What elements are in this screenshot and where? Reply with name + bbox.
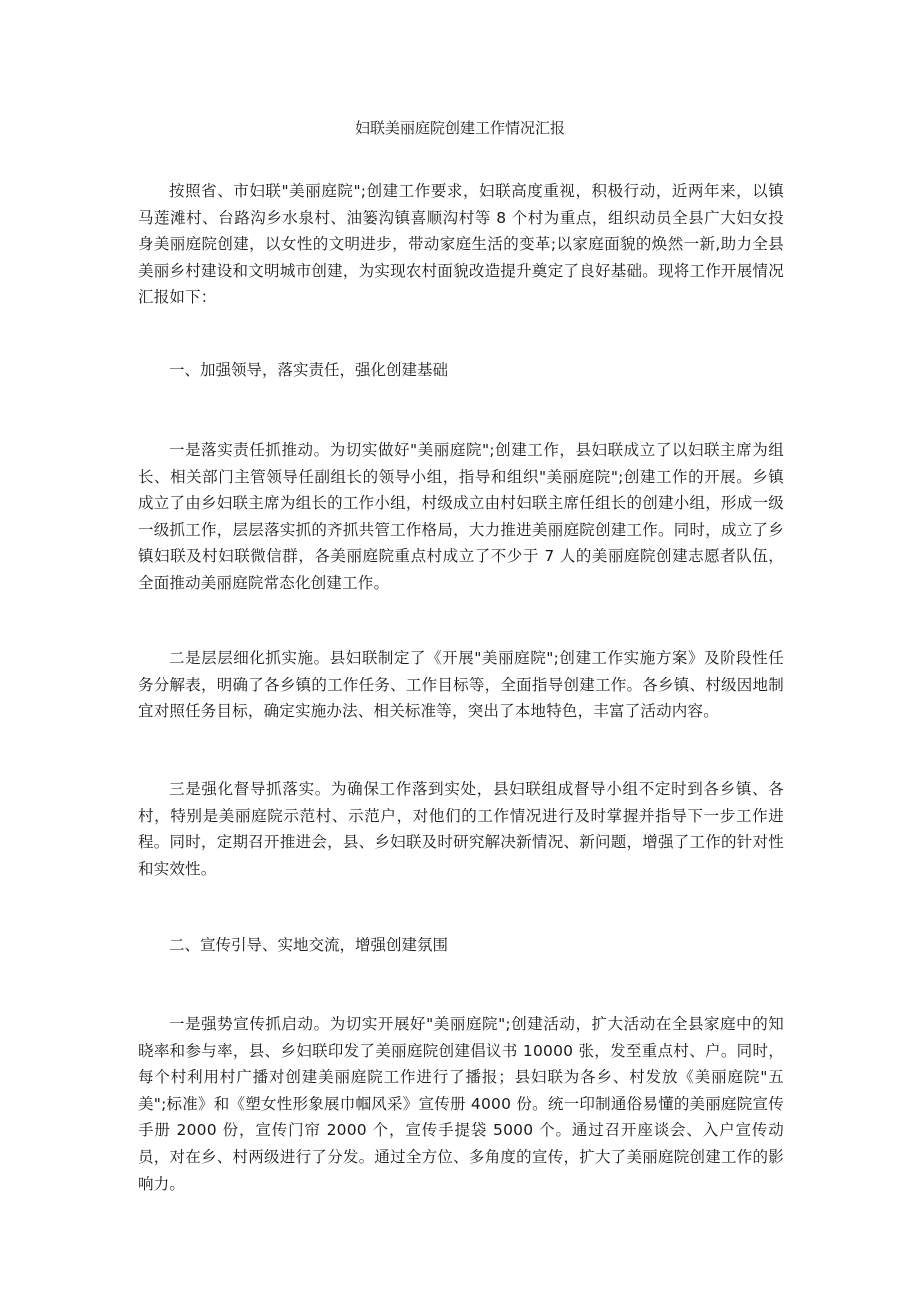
section-1-paragraph-3: 三是强化督导抓落实。为确保工作落到实处，县妇联组成督导小组不定时到各乡镇、各村，特别是美丽庭院示范村、示范户，对他们的工作情况进行及时掌握并指导下一步工作进程。同时，定期召开推进会，县、乡妇联及时研究解决新情况、新问题，增强了工作的针对性和实效性。	[138, 780, 784, 878]
document-title: 妇联美丽庭院创建工作情况汇报	[354, 119, 565, 137]
section-1-paragraph-1: 一是落实责任抓推动。为切实做好"美丽庭院";创建工作，县妇联成立了以妇联主席为组长、相关部门主管领导任副组长的领导小组，指导和组织"美丽庭院";创建工作的开展。乡镇成立了由乡妇联主席为组长的工作小组，村级成立由村妇联主席任组长的创建小组，形成一级一级抓工作，层层落实抓的齐抓共管工作格局，大力推进美丽庭院创建工作。同时，成立了乡镇妇联及村妇联微信群，各美丽庭院重点村成立了不少于 7 人的美丽庭院创建志愿者队伍，全面推动美丽庭院常态化创建工作。	[138, 441, 784, 592]
section-1-heading: 一、加强领导，落实责任，强化创建基础	[169, 361, 449, 379]
intro-paragraph: 按照省、市妇联"美丽庭院";创建工作要求，妇联高度重视，积极行动，近两年来，以镇马莲滩村、台路沟乡水泉村、油篓沟镇喜顺沟村等 8 个村为重点，组织动员全县广大妇女投身美丽庭院创建，以女性的文明进步，带动家庭生活的变革;以家庭面貌的焕然一新,助力全县美丽乡村建设和文明城市创建，为实现农村面貌改造提升奠定了良好基础。现将工作开展情况汇报如下：	[138, 182, 784, 307]
section-2-paragraph-1: 一是强势宣传抓启动。为切实开展好"美丽庭院";创建活动，扩大活动在全县家庭中的知晓率和参与率，县、乡妇联印发了美丽庭院创建倡议书 10000 张，发至重点村、户。同时，每个村利用村广播对创建美丽庭院工作进行了播报；县妇联为各乡、村发放《美丽庭院"五美";标准》和《塑女性形象展巾帼风采》宣传册 4000 份。统一印制通俗易懂的美丽庭院宣传手册 2000 份，宣传门帘 2000 个，宣传手提袋 5000 个。通过召开座谈会、入户宣传动员，对在乡、村两级进行了分发。通过全方位、多角度的宣传，扩大了美丽庭院创建工作的影响力。	[138, 1015, 784, 1193]
section-2-heading: 二、宣传引导、实地交流，增强创建氛围	[169, 936, 449, 954]
section-1-paragraph-2: 二是层层细化抓实施。县妇联制定了《开展"美丽庭院";创建工作实施方案》及阶段性任务分解表，明确了各乡镇的工作任务、工作目标等，全面指导创建工作。各乡镇、村级因地制宜对照任务目标，确定实施办法、相关标准等，突出了本地特色，丰富了活动内容。	[138, 649, 784, 721]
